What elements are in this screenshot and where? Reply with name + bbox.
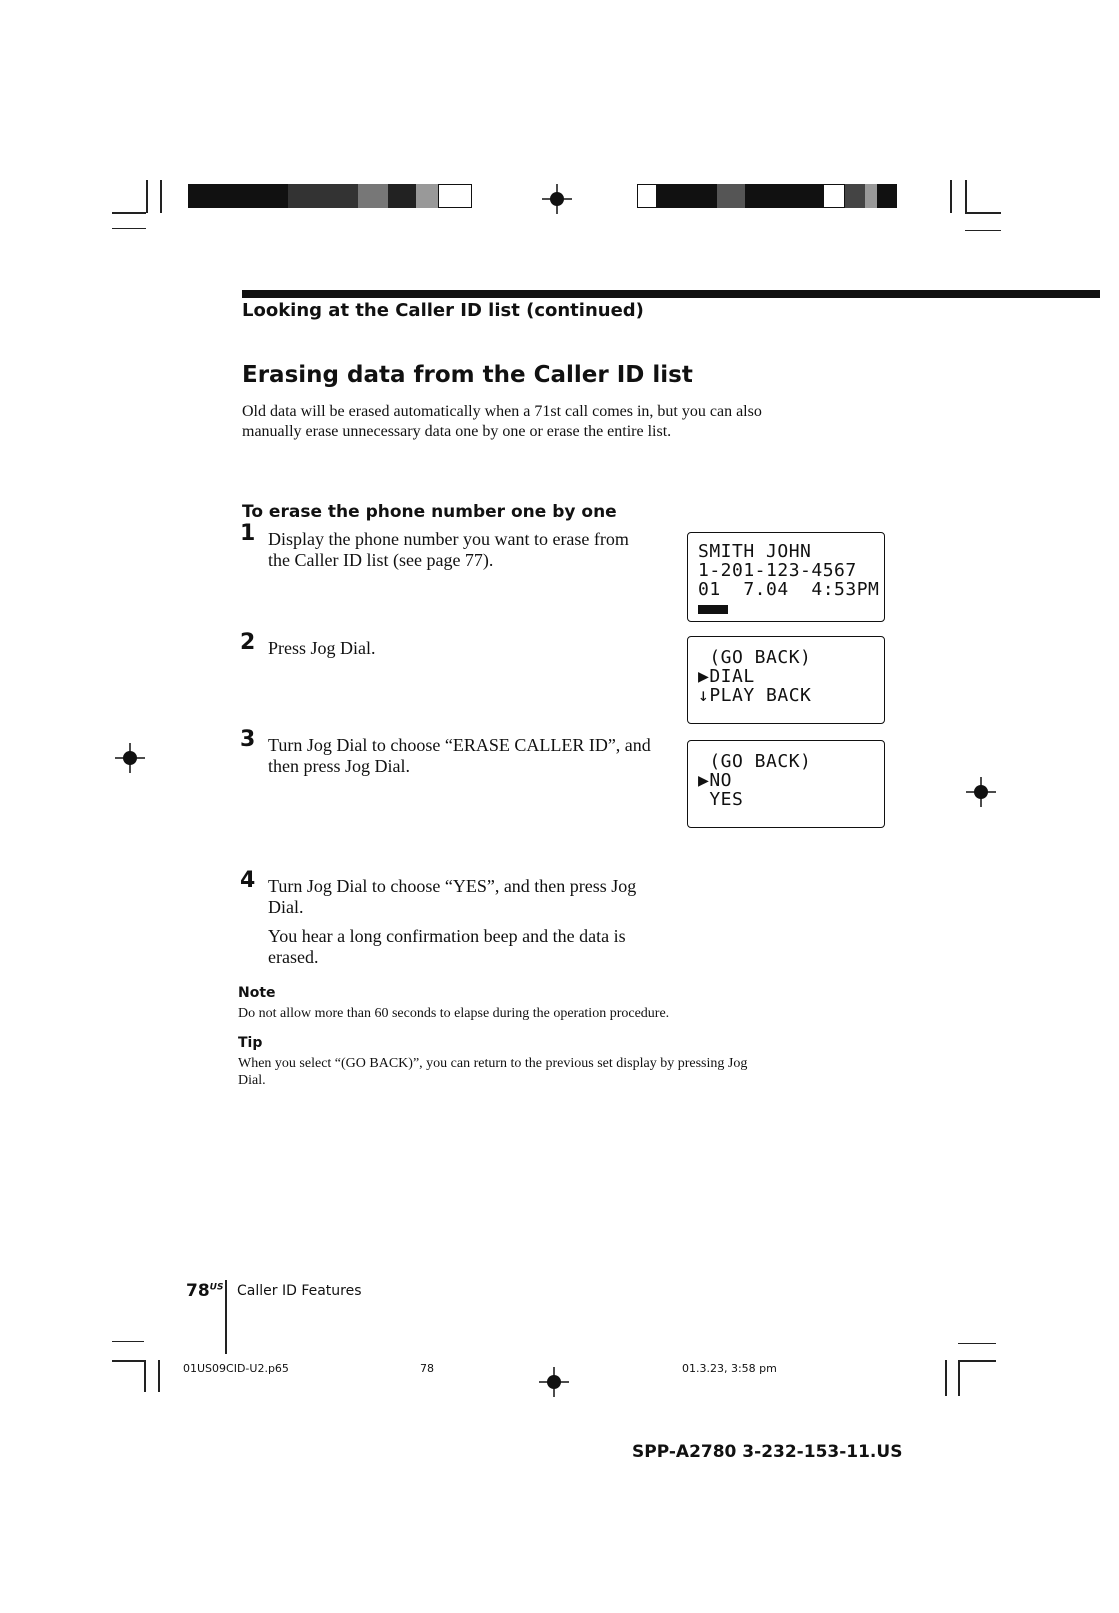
registration-crosshair-top-icon xyxy=(542,184,572,214)
lcd-line: (GO BACK) xyxy=(698,647,812,668)
step-number-2: 2 xyxy=(240,630,256,655)
running-head: Looking at the Caller ID list (continued) xyxy=(242,300,644,321)
lcd-line: SMITH JOHN xyxy=(698,541,812,562)
lcd-line: YES xyxy=(698,789,744,810)
tip-label: Tip xyxy=(238,1035,263,1051)
lcd-line: (GO BACK) xyxy=(698,751,812,772)
step-text-4: Turn Jog Dial to choose “YES”, and then press Jog Dial. xyxy=(268,876,637,917)
new-call-icon xyxy=(698,605,728,614)
registration-crosshair-left-icon xyxy=(115,743,145,773)
step-number-4: 4 xyxy=(240,868,256,893)
note-text: Do not allow more than 60 seconds to elapse during the operation procedure. xyxy=(238,1006,670,1021)
tip-text: When you select “(GO BACK)”, you can return to the previous set display by pressing Jog Dial. xyxy=(238,1056,748,1088)
lcd-line: ▶DIAL xyxy=(698,666,755,687)
step-number-1: 1 xyxy=(240,521,256,546)
section-intro: Old data will be erased automatically when a 71st call comes in, but you can also manually erase unnecessary data one by one or erase the entire list. xyxy=(242,403,762,440)
model-code: SPP-A2780 3-232-153-11.US xyxy=(632,1442,903,1462)
lcd-display-confirm xyxy=(687,740,885,828)
lcd-line: 01 7.04 4:53PM xyxy=(698,579,880,600)
registration-crosshair-bottom-icon xyxy=(539,1367,569,1397)
footer-divider xyxy=(225,1280,227,1354)
lcd-display-caller-entry xyxy=(687,532,885,622)
step-text-2: Press Jog Dial. xyxy=(268,638,376,658)
procedure-title: To erase the phone number one by one xyxy=(242,502,617,522)
file-slug: 01US09CID-U2.p65 xyxy=(183,1362,289,1375)
step-number-3: 3 xyxy=(240,727,256,752)
page-number-suffix: US xyxy=(209,1282,224,1293)
page-number-value: 78 xyxy=(186,1281,210,1301)
step-result-4: You hear a long confirmation beep and the data is erased. xyxy=(268,926,626,967)
sheet-number: 78 xyxy=(420,1362,434,1375)
lcd-line: 1-201-123-4567 xyxy=(698,560,857,581)
registration-crosshair-right-icon xyxy=(966,777,996,807)
note-label: Note xyxy=(238,985,276,1001)
page-number xyxy=(186,1281,223,1301)
lcd-line: ↓PLAY BACK xyxy=(698,685,812,706)
section-rule xyxy=(242,290,1100,298)
step-text-1: Display the phone number you want to erase from the Caller ID list (see page 77). xyxy=(268,529,629,570)
lcd-display-menu xyxy=(687,636,885,724)
section-title: Erasing data from the Caller ID list xyxy=(242,362,693,388)
footer-section-name: Caller ID Features xyxy=(237,1283,362,1299)
step-text-3: Turn Jog Dial to choose “ERASE CALLER ID”, and then press Jog Dial. xyxy=(268,735,651,776)
print-date-time: 01.3.23, 3:58 pm xyxy=(682,1362,777,1375)
lcd-line: ▶NO xyxy=(698,770,733,791)
